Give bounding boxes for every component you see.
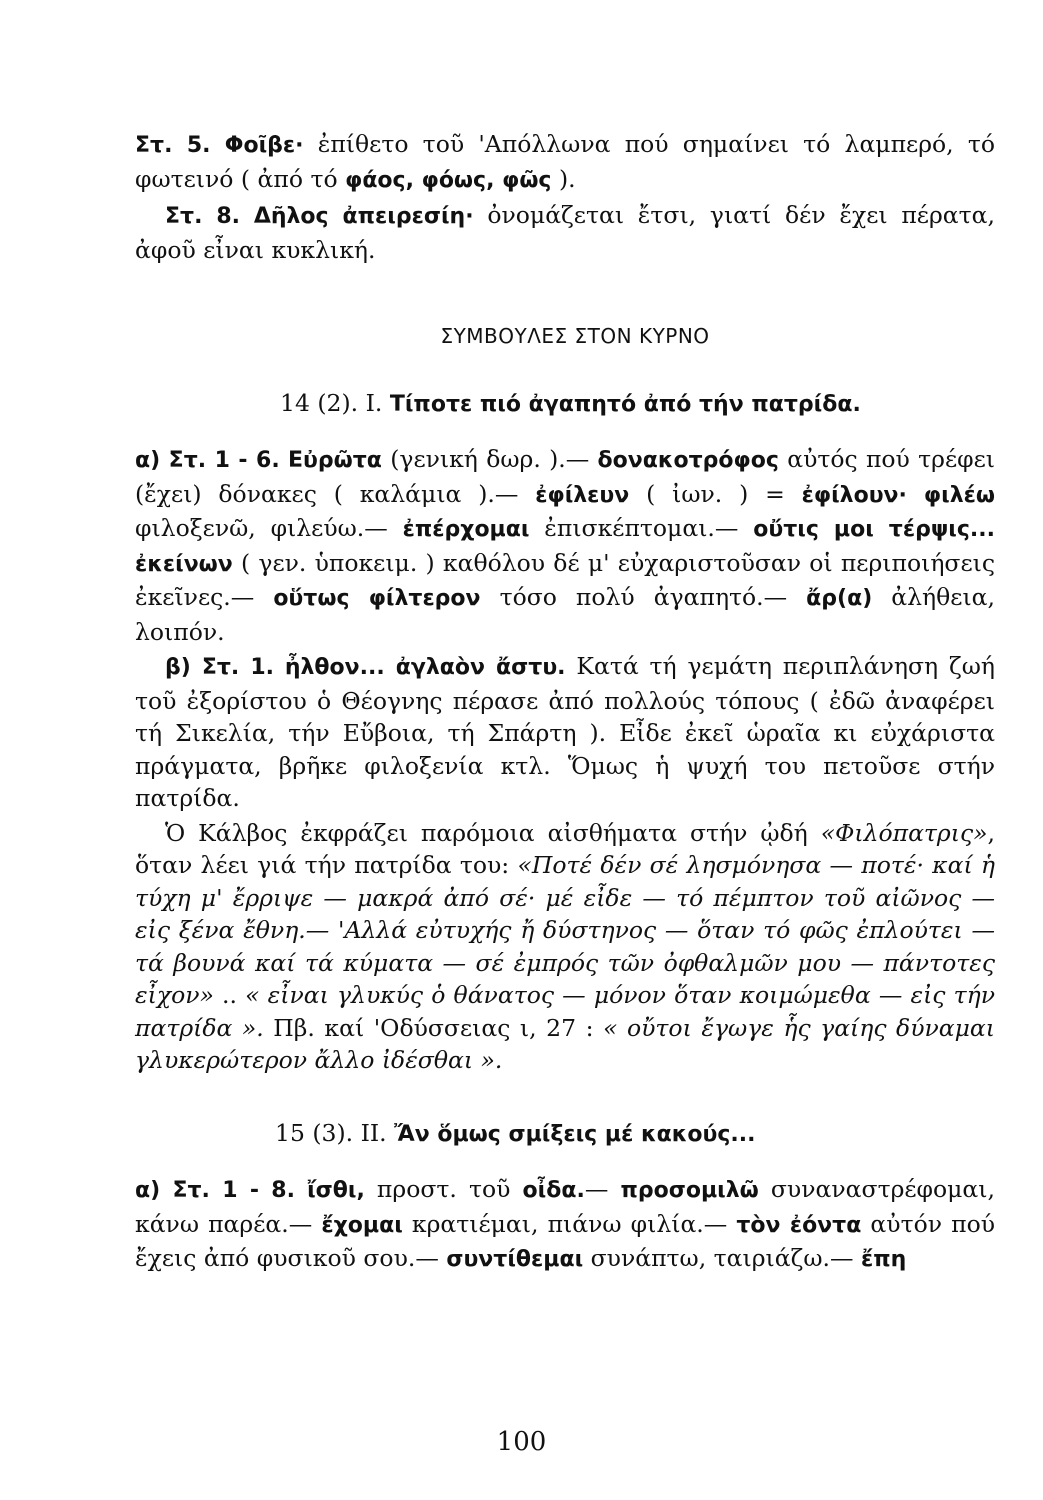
term: Εὐρῶτα — [288, 448, 382, 473]
quote: «Ποτέ δέν σέ λησμόνησα — ποτέ· καί ἡ τύχη μ' ἔρριψε — μακρά ἀπό σέ· μέ εἶδε — τό πέμπτον τοῦ αἰῶνος — εἰς ξένα ἔθνη.— 'Αλλά εὐτυχής ἤ δύστηνος — ὅταν τό φῶς ἐπλούτει — τά βουνά καί τά κύματα — σέ ἐμπρός τῶν ὀφθαλμῶν μου — πάντοτες εἶχον» — [135, 851, 995, 1009]
section-title: Ἄν ὅμως σμίξεις μέ κακούς... — [394, 1121, 756, 1147]
term: οὔτις μοι τέρψις... ἐκείνων — [135, 517, 995, 577]
quote: « οὔτοι ἔγωγε ἧς γαίης δύναμαι γλυκερώτερον ἄλλο ἰδέσθαι ». — [135, 1013, 996, 1074]
gloss: ( ἰων. ) = — [629, 479, 802, 508]
term: ἦλθον... ἀγλαὸν ἄστυ. — [284, 655, 566, 680]
section-heading: ΣΥΜΒΟΥΛΕΣ ΣΤΟΝ ΚΥΡΝΟ — [440, 324, 710, 348]
gloss: ). — [551, 164, 576, 193]
note-label: Στ. 8. — [165, 204, 241, 229]
page-number: 100 — [496, 1427, 547, 1457]
subsection-15a — [135, 1173, 995, 1277]
gloss: κρατιέμαι, πιάνω φιλία.— — [402, 1209, 737, 1238]
text: Πβ. καί 'Οδύσσειας ι, 27 : — [263, 1013, 604, 1042]
kalvos-paragraph — [135, 817, 995, 1077]
term: τὸν ἐόντα — [736, 1212, 862, 1238]
term: οὕτως φίλτερον — [273, 586, 481, 611]
term: ἴσθι, — [307, 1178, 365, 1203]
page-body — [135, 128, 995, 1277]
section-15-title — [135, 1117, 995, 1152]
term: προσομιλῶ — [620, 1178, 759, 1203]
gloss: αὐτόν πού ἔχεις ἀπό φυσικοῦ σου.— — [135, 1209, 995, 1272]
gloss: φιλοξενῶ, φιλεύω.— — [135, 514, 403, 542]
gloss: — — [584, 1175, 621, 1203]
note-label: α) Στ. 1 - 6. — [135, 448, 280, 473]
gloss: τόσο πολύ ἀγαπητό.— — [480, 583, 807, 611]
gloss: ( γεν. ὑποκειμ. ) καθόλου δέ μ' εὐχαριστοῦσαν οἱ περιποιήσεις ἐκεῖνες.— — [135, 548, 995, 611]
term: δονακοτρόφος — [597, 448, 779, 473]
term: ἐφίλουν· φιλέω — [801, 482, 996, 508]
gloss: Κατά τή γεμάτη περιπλάνηση ζωή τοῦ ἐξορίστου ὁ Θέογνης πέρασε ἀπό πολλούς τόπους ( ἐδῶ ἀναφέρει τή Σικελία, τήν Εὔβοια, τή Σπάρτη ). Εἶδε ἐκεῖ ὡραῖα κι εὐχάριστα πράγματα, βρῆκε φιλοξενία κτλ. Ὅμως ἡ ψυχή του πετοῦσε στήν πατρίδα. — [135, 652, 995, 812]
note-label: α) Στ. 1 - 8. — [135, 1178, 295, 1203]
gloss: ἐπισκέπτομαι.— — [529, 514, 754, 542]
section-number: 14 (2). I. — [280, 388, 383, 417]
ode-title: «Φιλόπατρις» — [820, 818, 988, 847]
quote: « εἶναι γλυκύς ὁ θάνατος — μόνον ὅταν κοιμώμεθα — εἰς τήν πατρίδα ». — [135, 981, 995, 1042]
gloss: ἐπίθετο τοῦ 'Απόλλωνα πού σημαίνει τό λαμπερό, τό φωτεινό ( ἀπό τό — [135, 130, 996, 193]
term: φάος, φόως, φῶς — [345, 167, 552, 193]
term: Φοῖβε· — [224, 133, 304, 158]
term: ἐπέρχομαι — [402, 517, 530, 542]
gloss: προστ. τοῦ — [364, 1175, 523, 1203]
note-verse-8 — [135, 199, 995, 266]
gloss: αὐτός πού τρέφει (ἔχει) δόνακες ( καλάμια ).— — [135, 445, 995, 508]
subsection-14a — [135, 443, 995, 648]
section-title: Τίποτε πιό ἀγαπητό ἀπό τήν πατρίδα. — [389, 391, 861, 417]
term: οἶδα. — [522, 1178, 585, 1203]
section-14-title — [135, 387, 995, 422]
text: , ὅταν λέει γιά τήν πατρίδα του: — [135, 818, 995, 879]
term: Δῆλος ἀπειρεσίη· — [253, 204, 474, 229]
gloss: συναναστρέφομαι, κάνω παρέα.— — [135, 1175, 995, 1238]
term: συντίθεμαι — [446, 1247, 584, 1272]
note-verse-5 — [135, 128, 995, 197]
note-label: β) Στ. 1. — [165, 655, 274, 680]
text: .. — [213, 981, 246, 1009]
section-number: 15 (3). II. — [275, 1118, 387, 1147]
term: ἐφίλευν — [535, 482, 630, 508]
term: ἔχομαι — [321, 1212, 403, 1238]
gloss: συνάπτω, ταιριάζω.— — [583, 1244, 861, 1272]
gloss: (γενική δωρ. ).— — [381, 445, 598, 473]
text: Ὁ Κάλβος ἐκφράζει παρόμοια αἰσθήματα στήν ᾠδή — [165, 818, 821, 847]
gloss: ἀλήθεια, λοιπόν. — [135, 583, 996, 646]
note-label: Στ. 5. — [135, 133, 211, 158]
term: ἔπη — [860, 1247, 907, 1272]
gloss: ὀνομάζεται ἔτσι, γιατί δέν ἔχει πέρατα, ἀφοῦ εἶναι κυκλική. — [135, 201, 995, 264]
term: ἄρ(α) — [806, 586, 873, 611]
subsection-14b — [135, 650, 995, 815]
